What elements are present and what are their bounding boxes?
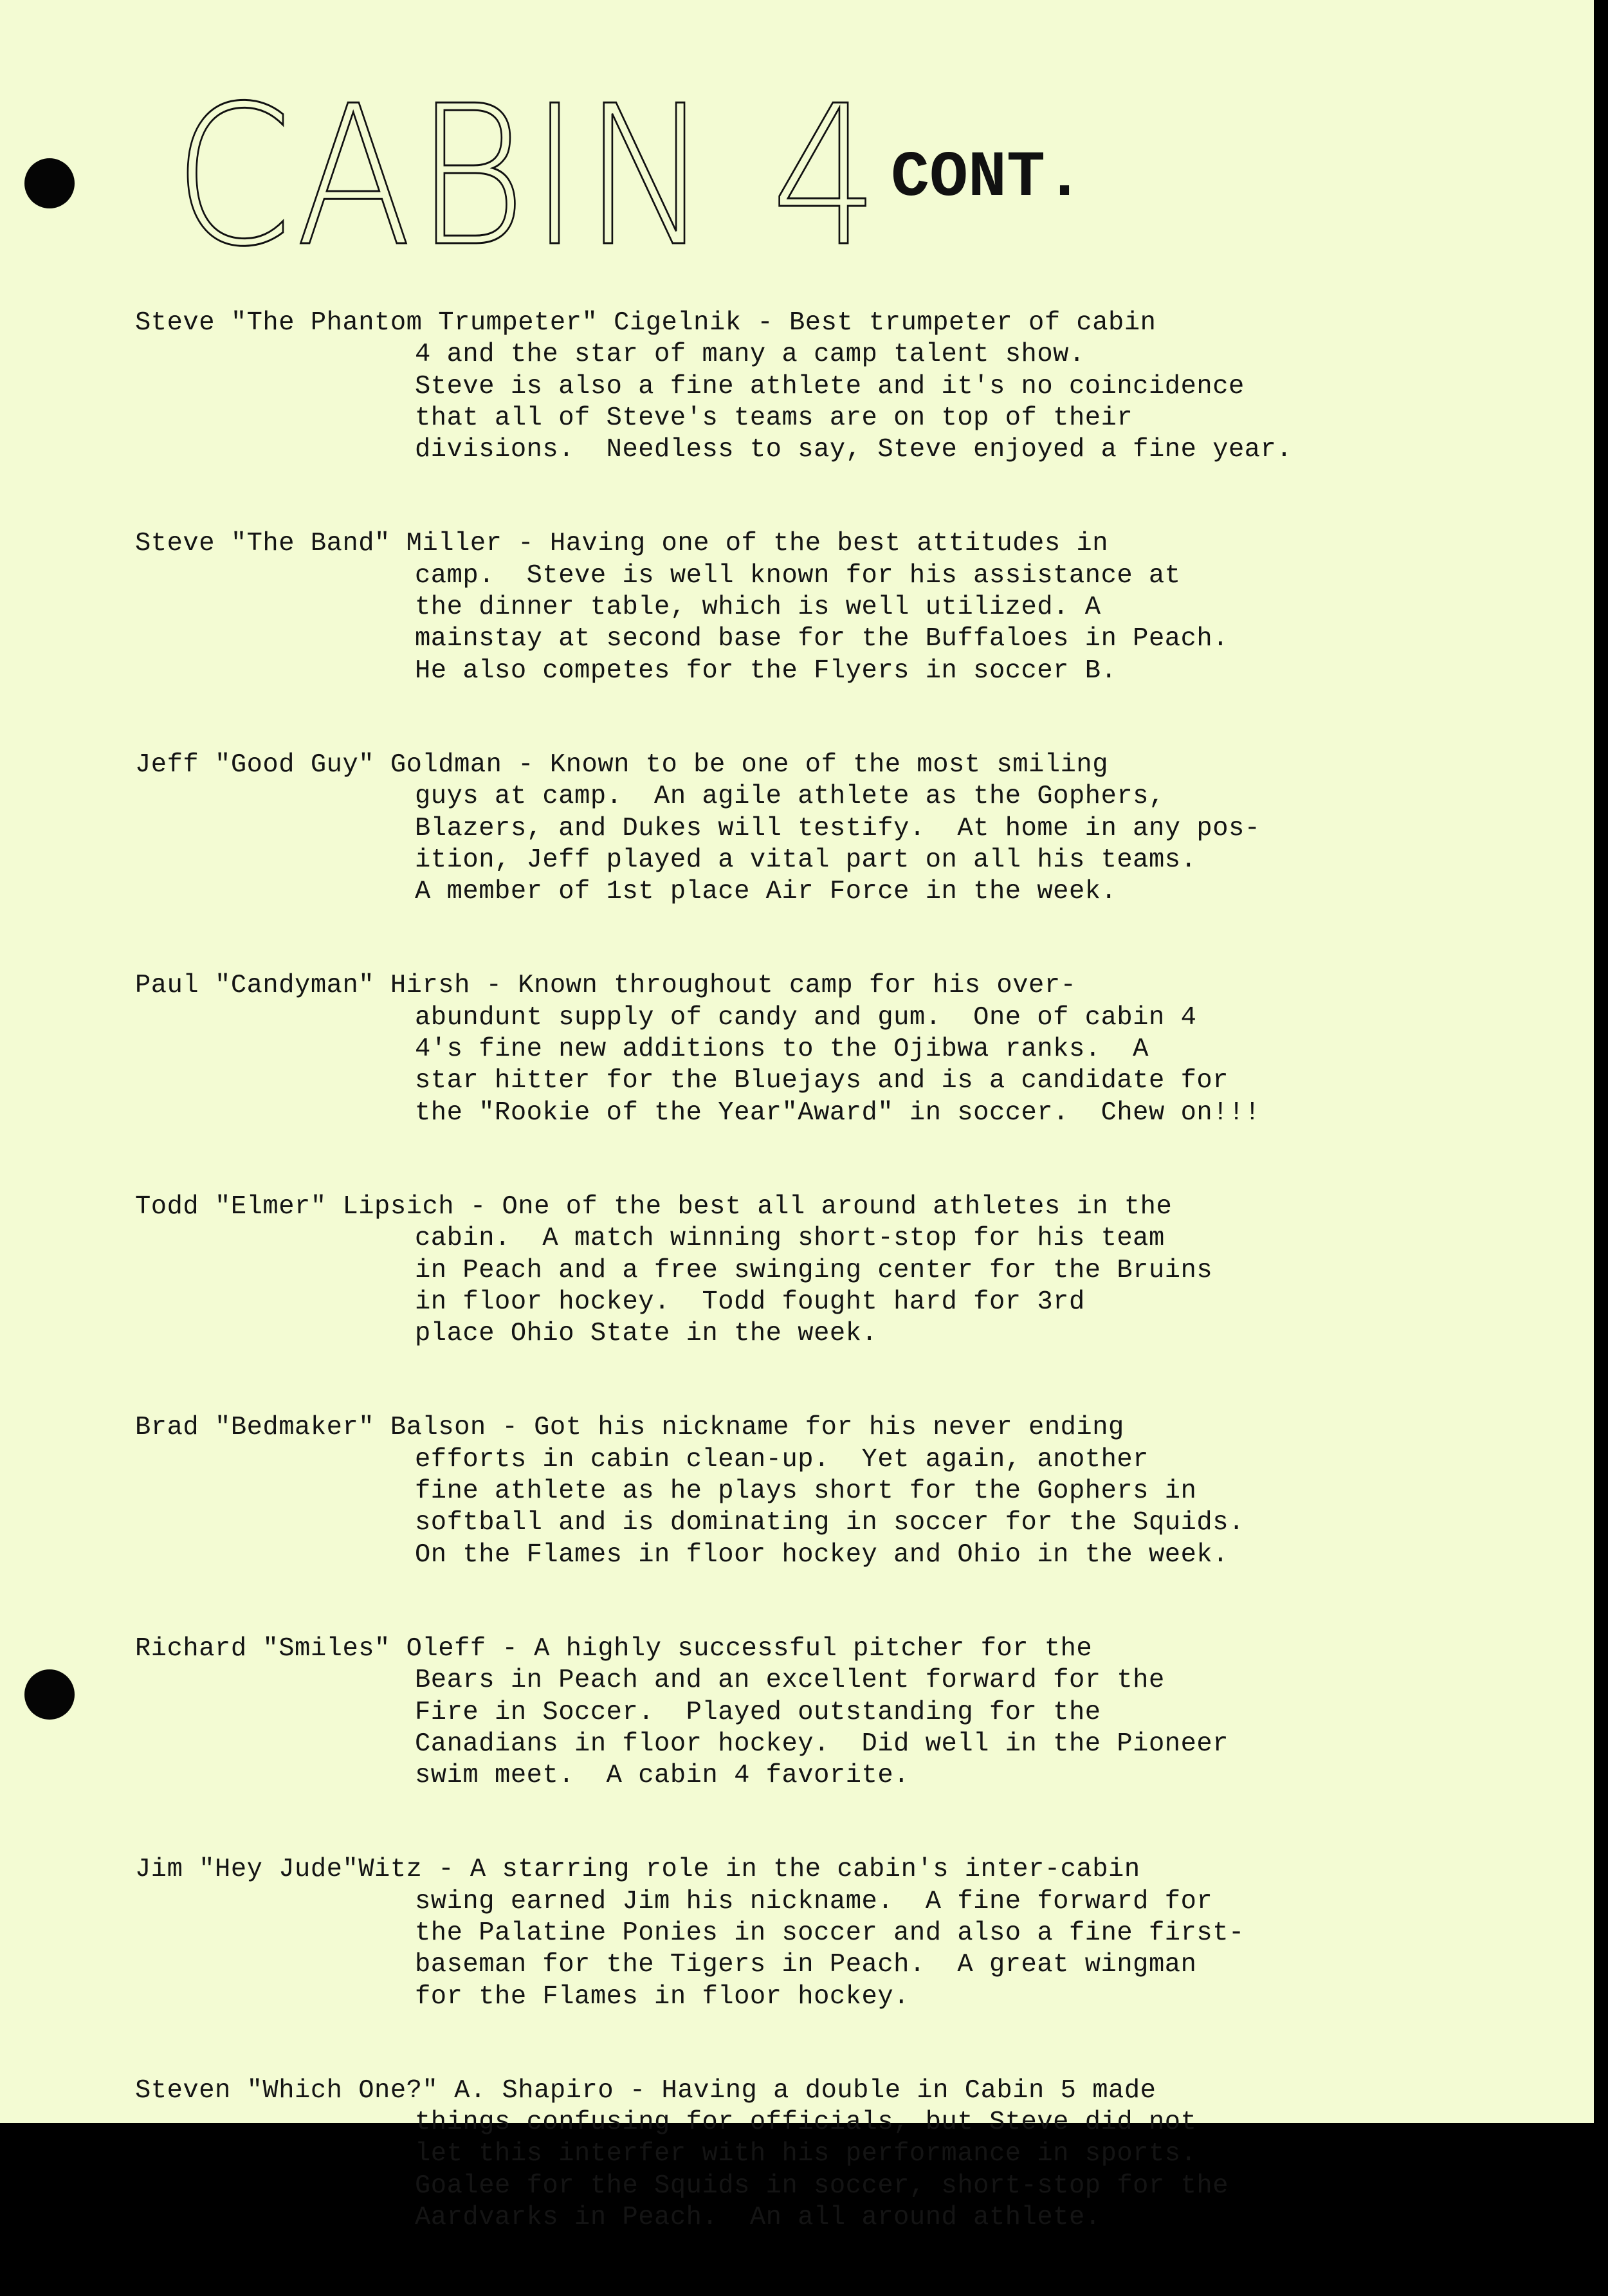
entry-text-line: Goalee for the Squids in soccer, short-stop for the <box>415 2171 1229 2201</box>
camper-entry <box>135 308 1460 466</box>
entry-text-line: guys at camp. An agile athlete as the Gophers, <box>415 782 1165 812</box>
entry-text-line: star hitter for the Bluejays and is a candidate for <box>415 1066 1229 1096</box>
entry-text-line: that all of Steve's teams are on top of their <box>415 403 1133 433</box>
entry-text-line: Canadians in floor hockey. Did well in the Pioneer <box>415 1729 1229 1759</box>
camper-entry <box>135 1191 1460 1350</box>
entry-text-line: camp. Steve is well known for his assistance at <box>415 560 1181 591</box>
entry-text-line: efforts in cabin clean-up. Yet again, another <box>415 1444 1149 1474</box>
entry-text-line: baseman for the Tigers in Peach. A great wingman <box>415 1950 1197 1980</box>
entry-text-line: for the Flames in floor hockey. <box>415 1981 909 2012</box>
entry-text-line: divisions. Needless to say, Steve enjoyed a fine year. <box>415 435 1293 465</box>
entry-text-line: ition, Jeff played a vital part on all his teams. <box>415 845 1197 875</box>
camper-entry <box>135 749 1460 908</box>
entry-text-line: cabin. A match winning short-stop for his team <box>415 1224 1165 1254</box>
entry-text-line: the "Rookie of the Year"Award" in soccer. Chew on!!! <box>415 1097 1261 1128</box>
camper-entry <box>135 970 1460 1128</box>
entry-heading-line: Richard "Smiles" Oleff - A highly successful pitcher for the <box>135 1633 1093 1664</box>
entry-heading-line: Steven "Which One?" A. Shapiro - Having a double in Cabin 5 made <box>135 2075 1156 2106</box>
entry-text-line: the Palatine Ponies in soccer and also a fine first- <box>415 1918 1245 1948</box>
entry-heading-line: Jim "Hey Jude"Witz - A starring role in the cabin's inter-cabin <box>135 1855 1140 1885</box>
entry-text-line: the dinner table, which is well utilized. A <box>415 592 1101 623</box>
entry-text-line: On the Flames in floor hockey and Ohio in the week. <box>415 1539 1229 1570</box>
camper-list <box>135 308 1460 2296</box>
entry-text-line: A member of 1st place Air Force in the week. <box>415 877 1117 907</box>
entry-text-line: Fire in Soccer. Played outstanding for the <box>415 1697 1101 1727</box>
entry-heading-line: Steve "The Phantom Trumpeter" Cigelnik - Best trumpeter of cabin <box>135 308 1156 338</box>
binder-hole <box>24 1669 75 1720</box>
entry-text-line: Bears in Peach and an excellent forward for the <box>415 1666 1165 1696</box>
binder-hole <box>24 158 75 208</box>
entry-text-line: let this interfer with his performance in sports. <box>415 2139 1197 2169</box>
entry-text-line: 4 and the star of many a camp talent show. <box>415 340 1085 370</box>
entry-text-line: He also competes for the Flyers in soccer B. <box>415 656 1117 686</box>
entry-text-line: in Peach and a free swinging center for the Bruins <box>415 1255 1213 1285</box>
entry-text-line: softball and is dominating in soccer for the Squids. <box>415 1508 1245 1538</box>
entry-text-line: things confusing for officials, but Steve did not <box>415 2108 1197 2138</box>
entry-heading-line: Paul "Candyman" Hirsh - Known throughout camp for his over- <box>135 971 1077 1001</box>
entry-text-line: Steve is also a fine athlete and it's no coincidence <box>415 371 1245 401</box>
entry-text-line: swim meet. A cabin 4 favorite. <box>415 1761 909 1791</box>
entry-heading-line: Steve "The Band" Miller - Having one of the best attitudes in <box>135 529 1109 559</box>
entry-text-line: Aardvarks in Peach. An all around athlete. <box>415 2203 1101 2233</box>
camper-entry <box>135 1633 1460 1792</box>
entry-text-line: swing earned Jim his nickname. A fine forward for <box>415 1886 1213 1916</box>
entry-heading-line: Jeff "Good Guy" Goldman - Known to be one of the most smiling <box>135 749 1109 780</box>
entry-heading-line: Todd "Elmer" Lipsich - One of the best all around athletes in the <box>135 1191 1173 1222</box>
page-title-suffix: CONT. <box>891 142 1084 215</box>
page-title: CABIN 4 <box>174 64 882 289</box>
camper-entry <box>135 1412 1460 1570</box>
entry-heading-line: Brad "Bedmaker" Balson - Got his nickname for his never ending <box>135 1413 1124 1443</box>
entry-text-line: fine athlete as he plays short for the Gophers in <box>415 1476 1197 1507</box>
entry-text-line: abundunt supply of candy and gum. One of cabin 4 <box>415 1002 1197 1033</box>
camper-entry <box>135 2075 1460 2234</box>
entry-text-line: 4's fine new additions to the Ojibwa ranks. A <box>415 1034 1149 1065</box>
entry-text-line: Blazers, and Dukes will testify. At home in any pos- <box>415 813 1261 843</box>
entry-text-line: place Ohio State in the week. <box>415 1319 878 1349</box>
entry-text-line: in floor hockey. Todd fought hard for 3rd <box>415 1287 1085 1317</box>
entry-text-line: mainstay at second base for the Buffaloes in Peach. <box>415 624 1229 654</box>
camper-entry <box>135 1854 1460 2012</box>
camper-entry <box>135 528 1460 686</box>
